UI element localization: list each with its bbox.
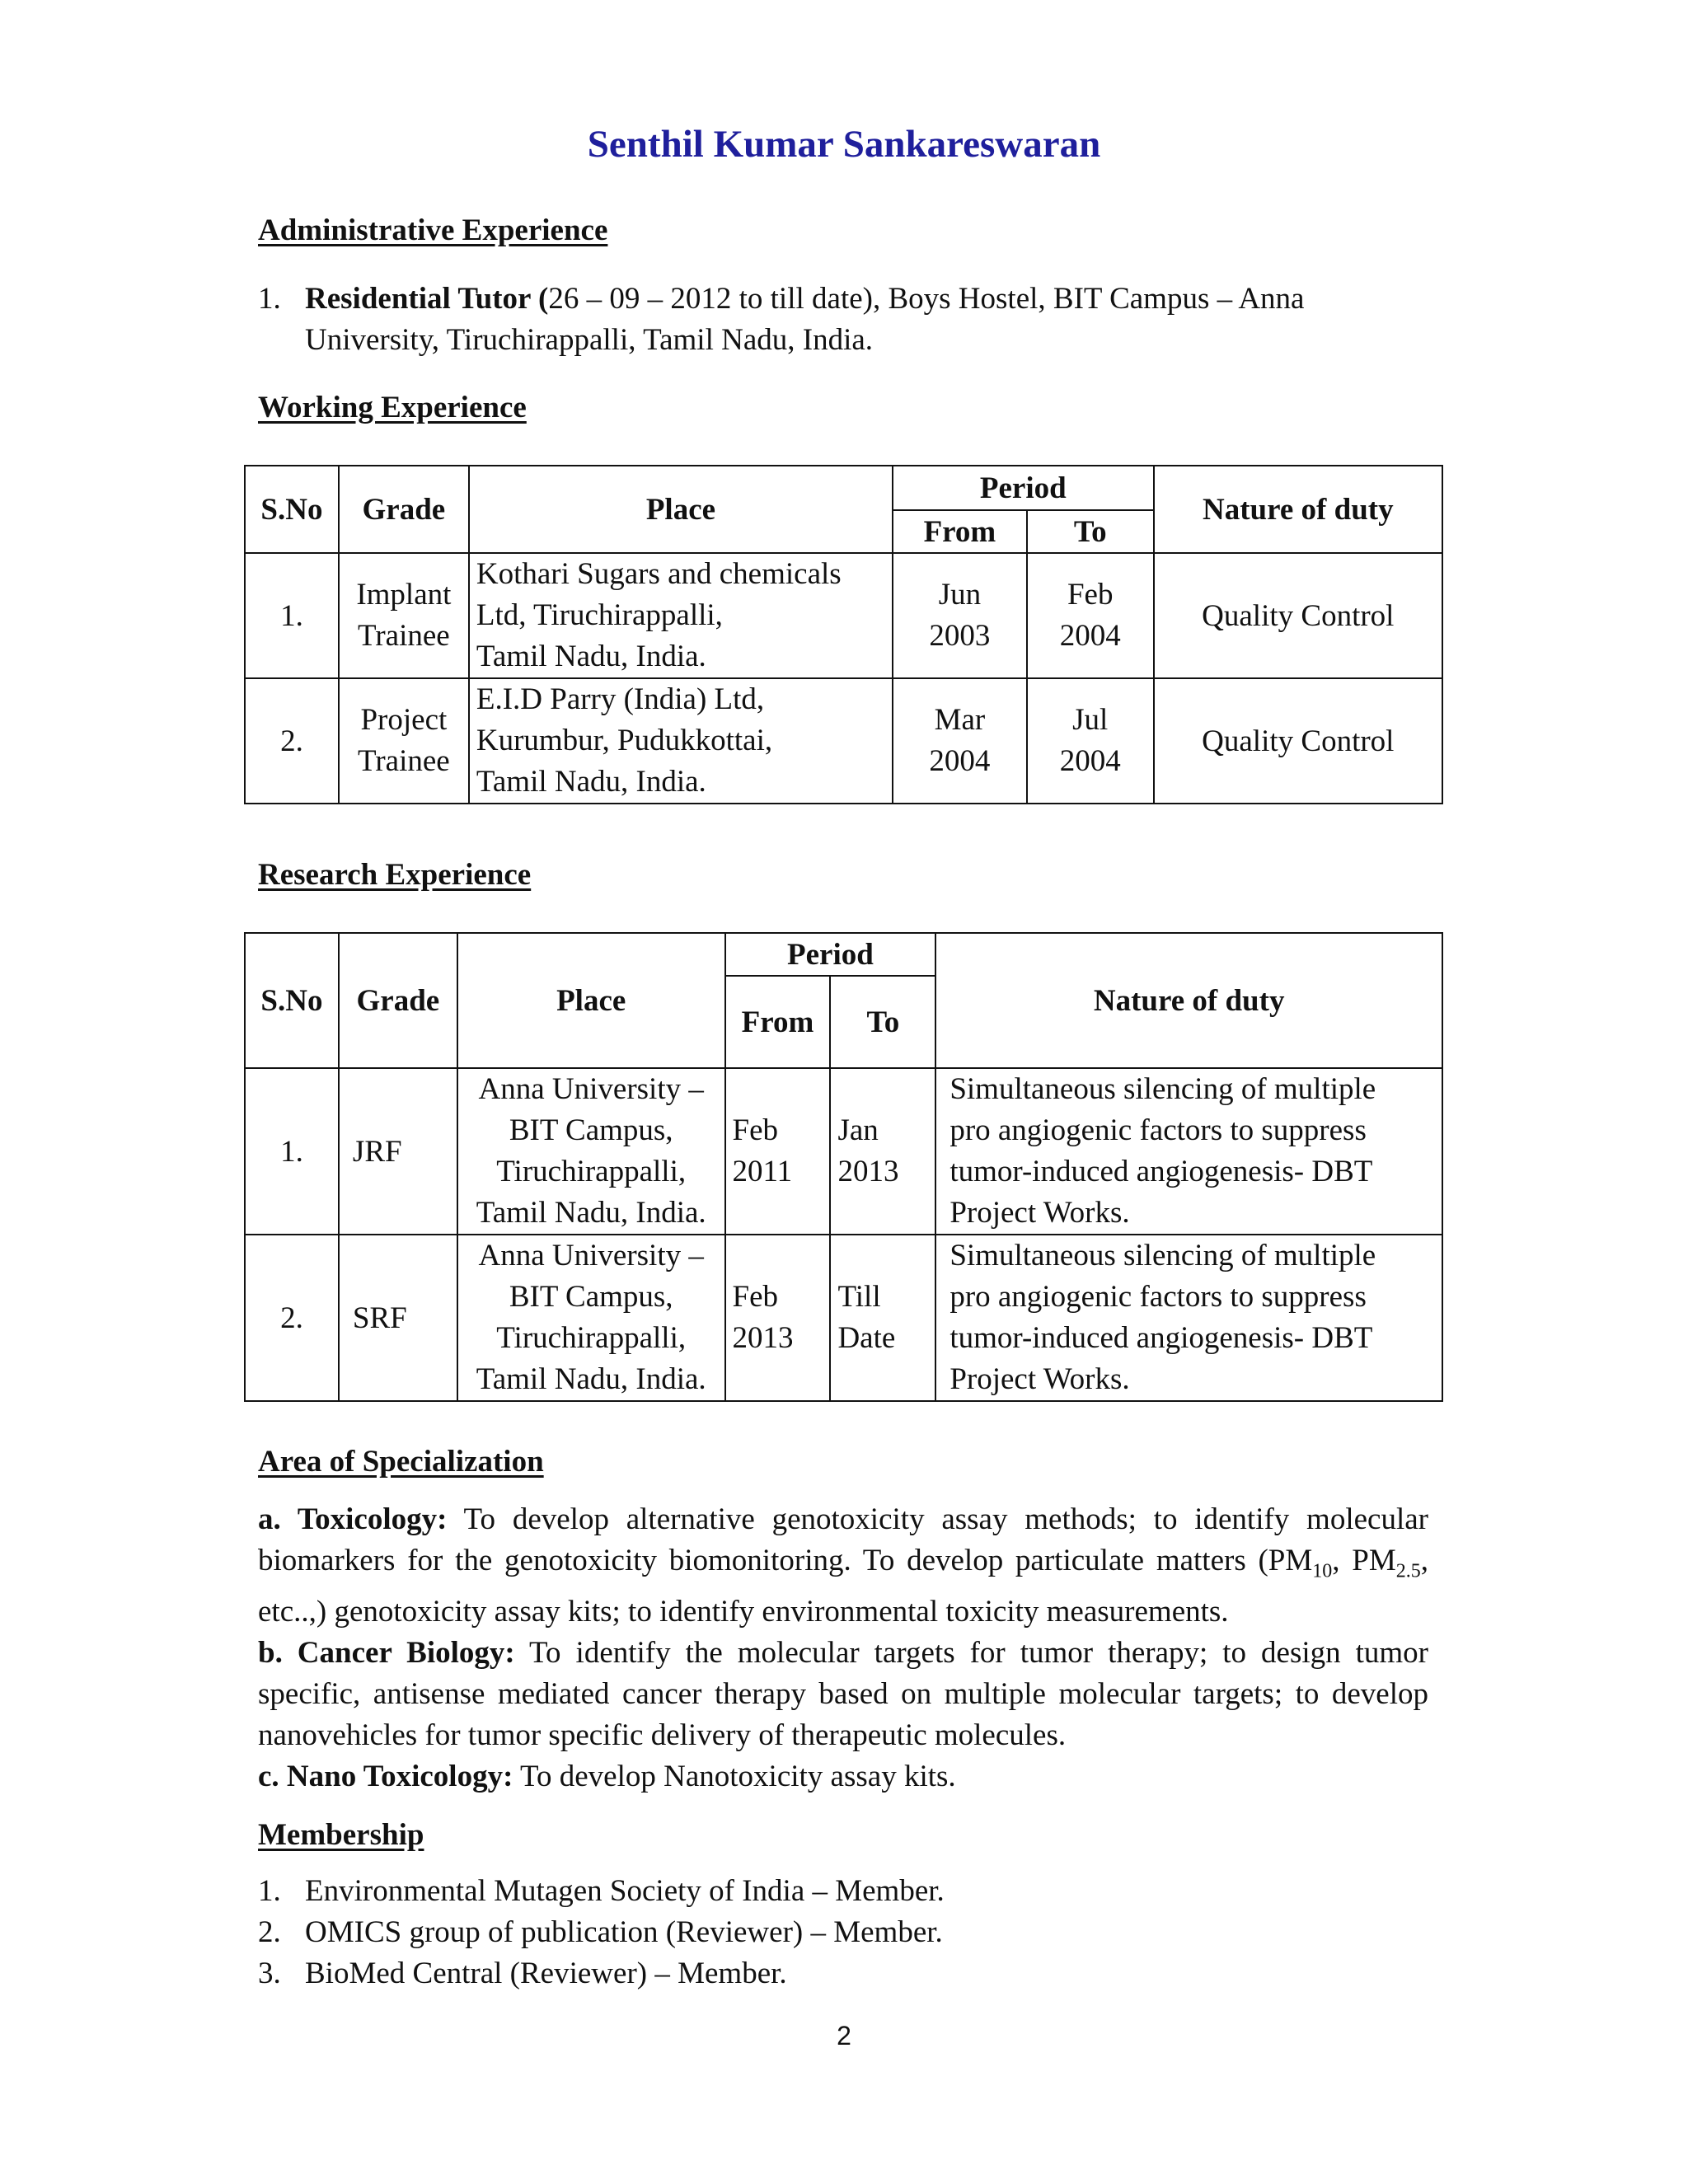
research-cell-grade: SRF <box>339 1235 457 1401</box>
research-header-from: From <box>725 976 831 1068</box>
working-cell-to: Feb 2004 <box>1027 553 1154 678</box>
working-cell-grade: Project Trainee <box>339 678 469 804</box>
working-header-from: From <box>893 510 1027 553</box>
research-cell-duty: Simultaneous silencing of multiple pro angiogenic factors to suppress tumor-induced angiogenesis- DBT Project Works. <box>935 1235 1442 1401</box>
research-heading: Research Experience <box>258 858 532 892</box>
admin-item-number: 1. <box>258 282 281 316</box>
table-row <box>245 553 1442 678</box>
admin-item <box>258 279 1428 361</box>
working-heading: Working Experience <box>258 391 527 424</box>
membership-heading: Membership <box>258 1818 424 1852</box>
research-cell-sno: 2. <box>245 1235 339 1401</box>
specialization-heading: Area of Specialization <box>258 1445 544 1479</box>
admin-item-title: Residential Tutor ( <box>305 282 549 316</box>
list-item: 3. BioMed Central (Reviewer) – Member. <box>258 1957 787 1990</box>
membership-list <box>258 1871 1428 1994</box>
table-row <box>245 1068 1442 1235</box>
working-header-duty: Nature of duty <box>1154 466 1442 553</box>
table-row <box>245 678 1442 804</box>
working-cell-duty: Quality Control <box>1154 678 1442 804</box>
working-cell-from: Mar 2004 <box>893 678 1027 804</box>
research-header-to: To <box>830 976 935 1068</box>
specialization-body <box>258 1499 1428 1797</box>
working-table <box>244 465 1443 804</box>
page-title: Senthil Kumar Sankareswaran <box>587 123 1101 166</box>
list-item: 2. OMICS group of publication (Reviewer) – Member. <box>258 1915 943 1949</box>
working-cell-place: E.I.D Parry (India) Ltd, Kurumbur, Pudukkottai, Tamil Nadu, India. <box>469 678 893 804</box>
research-cell-duty: Simultaneous silencing of multiple pro angiogenic factors to suppress tumor-induced angiogenesis- DBT Project Works. <box>935 1068 1442 1235</box>
table-row <box>245 1235 1442 1401</box>
specialization-cancer-biology: b. Cancer Biology: To identify the molecular targets for tumor therapy; to design tumor specific, antisense mediated cancer therapy based on multiple molecular targets; to develop nanovehicles for tumor specific delivery of therapeutic molecules. <box>258 1636 1428 1753</box>
working-cell-sno: 2. <box>245 678 339 804</box>
research-cell-place: Anna University – BIT Campus, Tiruchirappalli, Tamil Nadu, India. <box>457 1235 725 1401</box>
working-cell-place: Kothari Sugars and chemicals Ltd, Tiruchirappalli, Tamil Nadu, India. <box>469 553 893 678</box>
admin-item-text: 26 – 09 – 2012 to till date), Boys Hostel, BIT Campus – Anna University, Tiruchirappalli, Tamil Nadu, India. <box>305 282 1305 357</box>
working-header-to: To <box>1027 510 1154 553</box>
research-cell-grade: JRF <box>339 1068 457 1235</box>
working-header-sno: S.No <box>245 466 339 553</box>
working-header-place: Place <box>469 466 893 553</box>
research-cell-from: Feb 2013 <box>725 1235 831 1401</box>
page-number: 2 <box>837 2021 851 2050</box>
research-cell-sno: 1. <box>245 1068 339 1235</box>
working-cell-duty: Quality Control <box>1154 553 1442 678</box>
research-cell-from: Feb 2011 <box>725 1068 831 1235</box>
working-cell-sno: 1. <box>245 553 339 678</box>
research-header-place: Place <box>457 933 725 1068</box>
research-header-sno: S.No <box>245 933 339 1068</box>
research-cell-place: Anna University – BIT Campus, Tiruchirappalli, Tamil Nadu, India. <box>457 1068 725 1235</box>
working-cell-from: Jun 2003 <box>893 553 1027 678</box>
working-header-grade: Grade <box>339 466 469 553</box>
specialization-toxicology: a. Toxicology: To develop alternative genotoxicity assay methods; to identify molecular biomarkers for the genotoxicity biomonitoring. To develop particulate matters ($PM_{10}$, $PM_{2.5}$, etc..,) genotoxicity assay kits; to identify environmental toxicity measurements. <box>258 1502 1429 1629</box>
working-cell-to: Jul 2004 <box>1027 678 1154 804</box>
research-cell-to: Jan 2013 <box>830 1068 935 1235</box>
research-header-period: Period <box>725 933 936 976</box>
research-header-duty: Nature of duty <box>935 933 1442 1068</box>
research-header-grade: Grade <box>339 933 457 1068</box>
specialization-nano-toxicology: c. Nano Toxicology: To develop Nanotoxicity assay kits. <box>258 1760 956 1794</box>
admin-list <box>258 279 1428 361</box>
research-table <box>244 932 1443 1402</box>
working-cell-grade: Implant Trainee <box>339 553 469 678</box>
admin-heading: Administrative Experience <box>258 213 608 247</box>
list-item: 1. Environmental Mutagen Society of India – Member. <box>258 1874 945 1908</box>
working-header-period: Period <box>893 466 1154 510</box>
research-cell-to: Till Date <box>830 1235 935 1401</box>
